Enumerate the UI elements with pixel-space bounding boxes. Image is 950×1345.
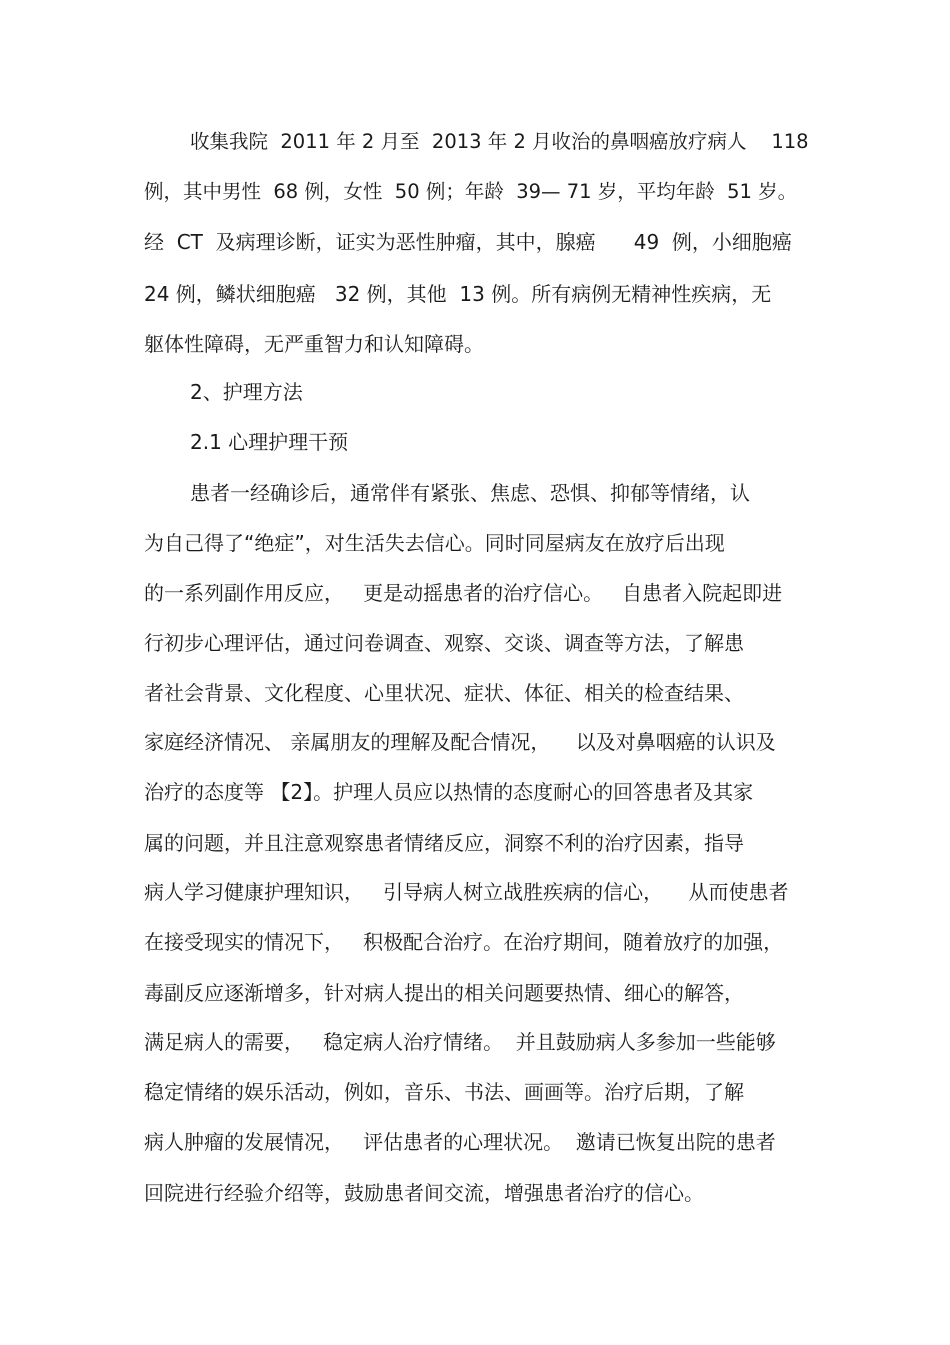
paragraph-line: 收集我院 2011 年 2 月至 2013 年 2 月收治的鼻咽癌放疗病人 118 — [190, 130, 809, 153]
section-heading: 2、护理方法 — [190, 380, 303, 404]
paragraph-line: 在接受现实的情况下， 积极配合治疗。在治疗期间，随着放疗的加强， — [144, 930, 784, 954]
paragraph-line: 治疗的态度等 【2】。护理人员应以热情的态度耐心的回答患者及其家 — [144, 780, 754, 804]
paragraph-line: 者社会背景、文化程度、心里状况、症状、体征、相关的检查结果、 — [144, 681, 744, 705]
paragraph-line: 稳定情绪的娱乐活动，例如，音乐、书法、画画等。治疗后期，了解 — [144, 1080, 744, 1104]
paragraph-line: 的一系列副作用反应， 更是动摇患者的治疗信心。 自患者入院起即进 — [144, 581, 783, 605]
paragraph-line: 例，其中男性 68 例，女性 50 例；年龄 39— 71 岁，平均年龄 51 岁。 — [144, 180, 798, 203]
paragraph-line: 回院进行经验介绍等，鼓励患者间交流，增强患者治疗的信心。 — [144, 1181, 704, 1205]
paragraph-line: 属的问题，并且注意观察患者情绪反应，洞察不利的治疗因素，指导 — [144, 831, 744, 855]
paragraph-line: 毒副反应逐渐增多，针对病人提出的相关问题要热情、细心的解答， — [144, 981, 744, 1005]
subsection-heading: 2.1 心理护理干预 — [190, 430, 349, 454]
paragraph-line: 行初步心理评估，通过问卷调查、观察、交谈、调查等方法，了解患 — [144, 631, 744, 655]
paragraph-line: 经 CT 及病理诊断，证实为恶性肿瘤，其中，腺癌 49 例，小细胞癌 — [144, 230, 792, 254]
paragraph-line: 躯体性障碍，无严重智力和认知障碍。 — [144, 332, 484, 356]
paragraph-line: 满足病人的需要， 稳定病人治疗情绪。 并且鼓励病人多参加一些能够 — [144, 1030, 776, 1054]
paragraph-line: 病人学习健康护理知识， 引导病人树立战胜疾病的信心， 从而使患者 — [144, 880, 789, 904]
paragraph-line: 为自己得了“绝症”，对生活失去信心。同时同屋病友在放疗后出现 — [144, 531, 725, 555]
paragraph-line: 患者一经确诊后，通常伴有紧张、焦虑、恐惧、抑郁等情绪，认 — [190, 481, 750, 505]
paragraph-line: 家庭经济情况、 亲属朋友的理解及配合情况， 以及对鼻咽癌的认识及 — [144, 730, 776, 754]
paragraph-line: 病人肿瘤的发展情况， 评估患者的心理状况。 邀请已恢复出院的患者 — [144, 1130, 776, 1154]
paragraph-line: 24 例，鳞状细胞癌 32 例，其他 13 例。所有病例无精神性疾病，无 — [144, 282, 772, 306]
